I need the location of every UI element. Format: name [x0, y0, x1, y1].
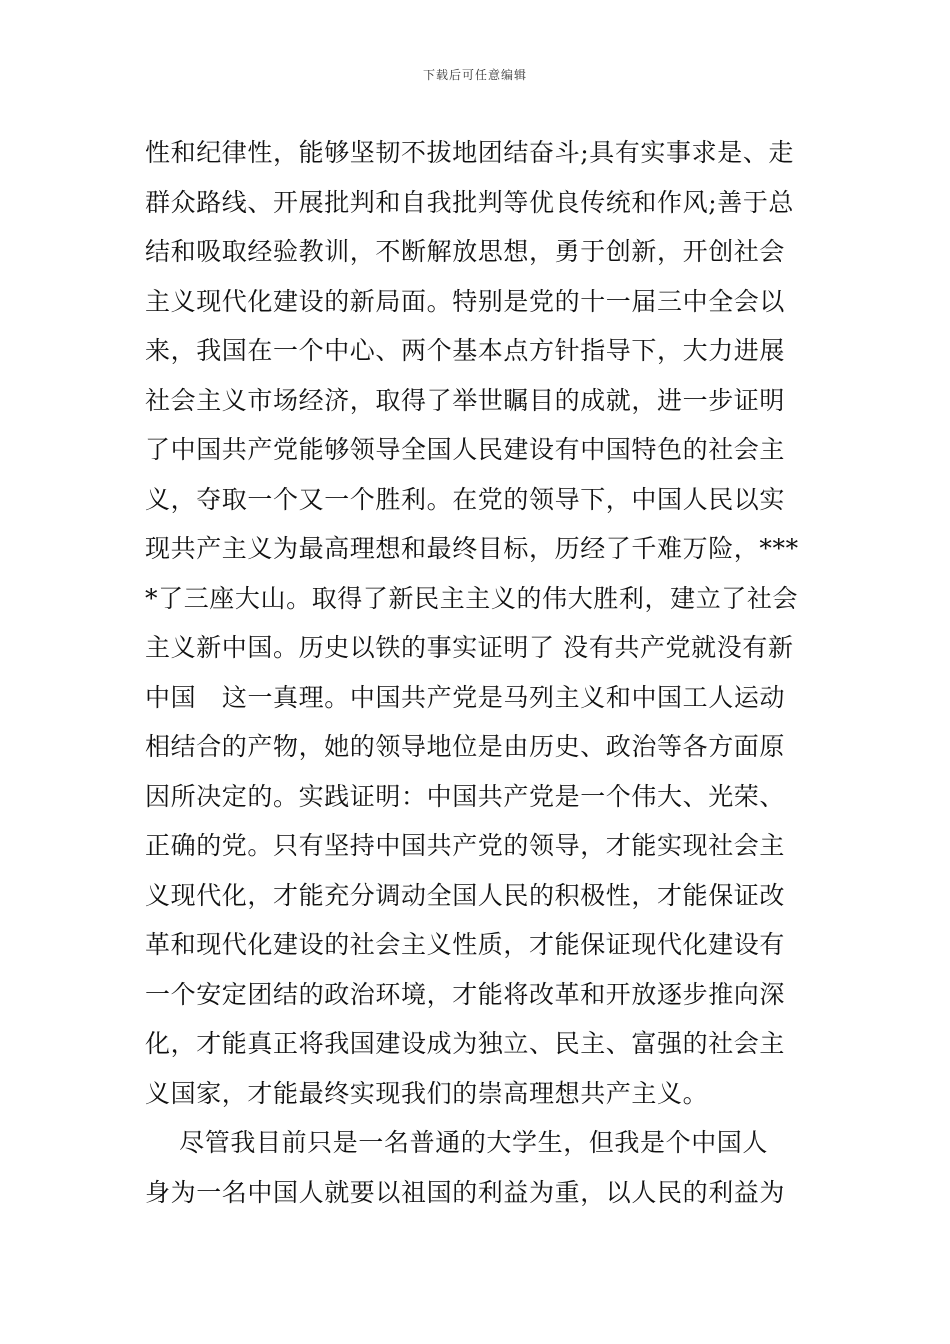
page-header: 下载后可任意编辑: [422, 68, 527, 82]
text-line: 了中国共产党能够领导全国人民建设有中国特色的社会主: [145, 435, 786, 464]
text-line: 革和现代化建设的社会主义性质，才能保证现代化建设有: [145, 930, 786, 959]
text-line: 正确的党。只有坚持中国共产党的领导，才能实现社会主: [145, 831, 786, 860]
text-line: 性和纪律性，能够坚韧不拔地团结奋斗;具有实事求是、走: [145, 138, 795, 167]
text-line: 义国家，才能最终实现我们的崇高理想共产主义。: [145, 1078, 709, 1108]
text-line: 现共产主义为最高理想和最终目标，历经了千难万险，***: [145, 534, 799, 563]
text-line: 一个安定团结的政治环境，才能将改革和开放逐步推向深: [145, 979, 786, 1009]
text-line: 中国 这一真理。中国共产党是马列主义和中国工人运动: [145, 682, 786, 712]
text-line: 身为一名中国人就要以祖国的利益为重，以人民的利益为: [145, 1177, 786, 1207]
text-line: 相结合的产物，她的领导地位是由历史、政治等各方面原: [145, 732, 786, 761]
text-line: 主义新中国。历史以铁的事实证明了 没有共产党就没有新: [145, 633, 794, 662]
document-body: [145, 128, 810, 1217]
text-line: 义，夺取一个又一个胜利。在党的领导下，中国人民以实: [145, 484, 786, 514]
text-line: 主义现代化建设的新局面。特别是党的十一届三中全会以: [145, 286, 786, 316]
text-line: 社会主义市场经济，取得了举世瞩目的成就，进一步证明: [145, 385, 786, 415]
text-line: 化，才能真正将我国建设成为独立、民主、富强的社会主: [145, 1029, 786, 1058]
text-line: *了三座大山。取得了新民主主义的伟大胜利，建立了社会: [145, 583, 799, 613]
text-line: 群众路线、开展批判和自我批判等优良传统和作风;善于总: [145, 187, 795, 217]
text-line: 因所决定的。实践证明：中国共产党是一个伟大、光荣、: [145, 781, 786, 811]
paragraph-start-line: 尽管我目前只是一名普通的大学生，但我是个中国人: [145, 1128, 768, 1157]
text-line: 结和吸取经验教训，不断解放思想，勇于创新，开创社会: [145, 237, 786, 266]
text-line: 义现代化，才能充分调动全国人民的积极性，才能保证改: [145, 880, 786, 910]
text-line: 来，我国在一个中心、两个基本点方针指导下，大力进展: [145, 336, 786, 365]
